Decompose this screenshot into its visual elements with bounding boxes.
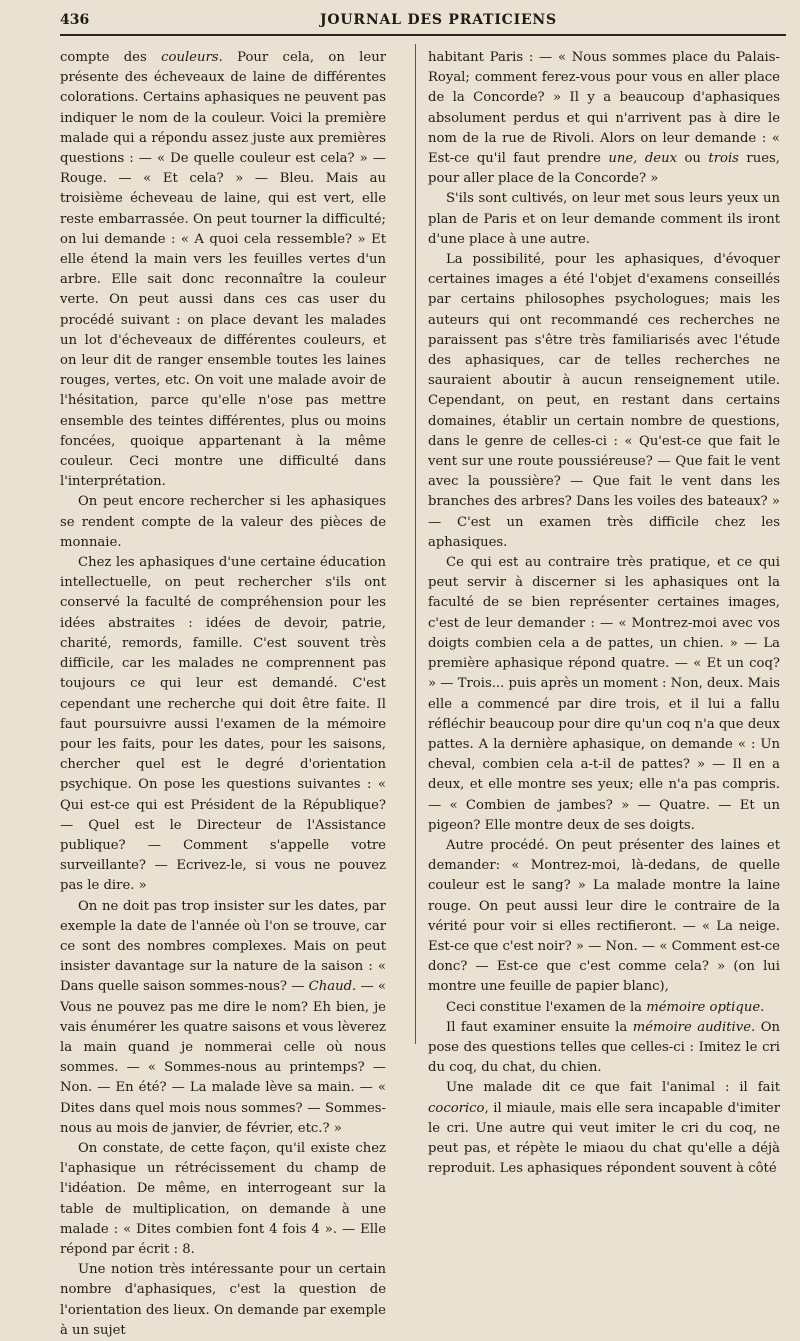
paragraph [428, 998, 780, 1018]
text-run: . On pose des questions telles que celles-ci : Imitez le cri du coq, du chat, du chien. [428, 1019, 780, 1076]
left-column [60, 48, 386, 1341]
paragraph: La possibilité, pour les aphasiques, d'évoquer certaines images a été l'objet d'examens conseillés par certains philosophes psychologues; mais les auteurs qui ont recommandé ces recherches ne paraissent pas s'être très familiarisés avec l'étude des aphasiques, car de telles recherches ne sauraient aboutir à aucun renseignement utile. Cependant, on peut, en restant dans certains domaines, établir un certain nombre de questions, dans le genre de celles-ci : « Qu'est-ce que fait le vent sur une route poussiéreuse? — Que fait le vent avec la poussière? — Que fait le vent dans les branches des arbres? Dans les voiles des bateaux? » — C'est un examen très difficile chez les aphasiques. [428, 252, 780, 550]
text-run: compte des [60, 50, 162, 65]
paragraph [428, 1018, 780, 1079]
column-divider [415, 44, 416, 1044]
journal-title: JOURNAL DES PRATICIENS [320, 12, 557, 28]
italic-term: Chaud [308, 979, 353, 995]
text-run: On ne doit pas trop insister sur les dates, par exemple la date de l'année où l'on se trouve, car ce sont des nombres complexes. Mais on peut insister davantage sur la nature de la saison : « Dans quelle saison sommes-nous? — [60, 898, 386, 995]
text-run: ou [677, 151, 709, 167]
text-run: Ceci constitue l'examen de la [446, 999, 647, 1015]
paragraph: Ce qui est au contraire très pratique, et ce qui peut servir à discerner si les aphasiques ont la faculté de se bien représenter certaines images, c'est de leur demander : — « Montrez-moi avec vos doigts combien cela a de pattes, un chien. » — La première aphasique répond quatre. — « Et un coq? » — Trois... puis après un moment : Non, deux. Mais elle a commencé par dire trois, et il lui a fallu réfléchir beaucoup pour dire qu'un coq n'a que deux pattes. A la dernière aphasique, on demande « : Un cheval, combien cela a-t-il de pattes? » — Il en a deux, et elle montre ses yeux; elle n'a pas compris. — « Combien de jambes? » — Quatre. — Et un pigeon? Elle montre deux de ses doigts. [428, 555, 780, 833]
text-run: rues, pour aller place de la Concorde? » [428, 151, 780, 187]
paragraph [60, 48, 386, 492]
paragraph [428, 48, 780, 189]
text-run: . [760, 999, 765, 1015]
right-column [428, 48, 780, 1179]
paragraph: Chez les aphasiques d'une certaine éducation intellectuelle, on peut rechercher s'ils ont conservé la faculté de compréhension pour les idées abstraites : idées de devoir, patrie, charité, remords, famille. C'est souvent très difficile, car les malades ne comprennent pas toujours ce qui leur est demandé. C'est cependant une recherche qui doit être faite. Il faut poursuivre aussi l'examen de la mémoire pour les faits, pour les dates, pour les saisons, chercher quel est le degré d'orientation psychique. On pose les questions suivantes : « Qui est-ce qui est Président de la République? — Quel est le Directeur de l'Assistance publique? — Comment s'appelle votre surveillante? — Ecrivez-le, si vous ne pouvez pas le dire. » [60, 555, 386, 894]
text-run: habitant Paris : — « Nous sommes place du Palais-Royal; comment ferez-vous pour vous en aller place de la Concorde? » Il y a beaucoup d'aphasiques absolument perdus et qui n'arrivent pas à dire le nom de la rue de Rivoli. Alors on leur demande : « Est-ce qu'il faut prendre [428, 50, 780, 167]
italic-term: cocorico [428, 1100, 485, 1116]
text-run: . — « Vous ne pouvez pas me dire le nom? Eh bien, je vais énumérer les quatre saisons et vous lèverez la main quand je nommerai celle où nous sommes. — « Sommes-nous au printemps? — Non. — En été? — La malade lève sa main. — « Dites dans quel mois nous sommes? — Sommes-nous au mois de janvier, de février, etc.? » [60, 979, 386, 1136]
paragraph: Une notion très intéressante pour un certain nombre d'aphasiques, c'est la question de l'orientation des lieux. On demande par exemple à un sujet [60, 1262, 386, 1338]
text-run: Il faut examiner ensuite la [446, 1019, 633, 1035]
paragraph: S'ils sont cultivés, on leur met sous leurs yeux un plan de Paris et on leur demande comment ils iront d'une place à une autre. [428, 191, 780, 247]
paragraph: On peut encore rechercher si les aphasiques se rendent compte de la valeur des pièces de monnaie. [60, 494, 386, 550]
italic-term: une, deux [608, 151, 678, 167]
italic-term: mémoire auditive [632, 1019, 752, 1035]
text-run: Une malade dit ce que fait l'animal : il fait [446, 1080, 780, 1096]
paragraph: On constate, de cette façon, qu'il existe chez l'aphasique un rétrécissement du champ de l'idéation. De même, en interrogeant sur la table de multiplication, on demande à une malade : « Dites combien font 4 fois 4 ». — Elle répond par écrit : 8. [60, 1140, 386, 1257]
page-number: 436 [60, 12, 90, 28]
text-run: . Pour cela, on leur présente des écheveaux de laine de différentes colorations. Certains aphasiques ne peuvent pas indiquer le nom de la couleur. Voici la première malade qui a répondu assez juste aux premières questions : — « De quelle couleur est cela? » — Rouge. — « Et cela? » — Bleu. Mais au troisième écheveau de laine, qui est vert, elle reste embarrassée. On peut tourner la difficulté; on lui demande : « A quoi cela ressemble? » Et elle étend la main vers les feuilles vertes d'un arbre. Elle sait donc reconnaître la couleur verte. On peut aussi dans ces cas user du procédé suivant : on place devant les malades un lot d'écheveaux de différentes couleurs, et on leur dit de ranger ensemble toutes les laines rouges, vertes, etc. On voit une malade avoir de l'hésitation, parce qu'elle n'ose pas mettre ensemble des teintes différentes, plus ou moins foncées, quoique appartenant à la même couleur. Ceci montre une difficulté dans l'interprétation. [60, 50, 387, 490]
italic-term: mémoire optique [646, 999, 761, 1015]
paragraph [60, 897, 386, 1139]
italic-term: trois [708, 151, 739, 167]
paragraph: Autre procédé. On peut présenter des laines et demander: « Montrez-moi, là-dedans, de quelle couleur est le sang? » La malade montre la laine rouge. On peut aussi leur dire le contraire de la vérité pour voir si elles rectifieront. — « La neige. Est-ce que c'est noir? » — Non. — « Comment est-ce donc? — Est-ce que c'est comme cela? » (on lui montre une feuille de papier blanc), [428, 837, 780, 995]
running-header [60, 12, 786, 36]
paragraph [428, 1078, 780, 1179]
italic-term: couleurs [161, 50, 219, 65]
text-run: , il miaule, mais elle sera incapable d'imiter le cri. Une autre qui veut imiter le cri du coq, ne peut pas, et répète le miaou du chat qu'elle a déjà reproduit. Les aphasiques répondent souvent à côté [428, 1100, 780, 1177]
